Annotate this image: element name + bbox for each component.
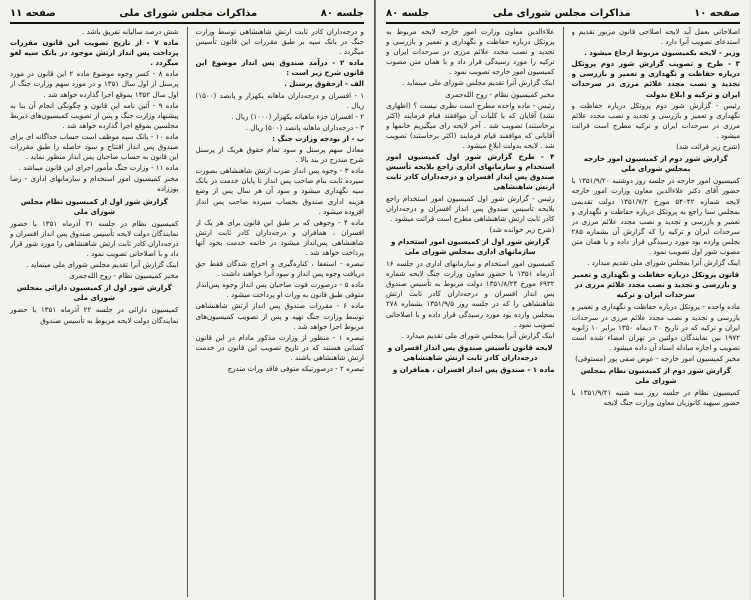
paragraph: اینک گزارش آنرا بمجلس شورای ملی تقدیم میدارد . [587, 258, 740, 268]
paragraph: مخبر کمیسیون امور استخدام و سازمانهای اداری - رضا پوززاده [10, 174, 179, 194]
paragraph: و درجه‌داران کادر ثابت ارتش شاهنشاهی توسط وزارت جنگ در بانک سپه بر طبق مقررات این قانون تأسیس میگردد . [195, 27, 364, 57]
paragraph: رئیس - ماده واحده مطرح است نظری نیست ؟ (اظهاری نشد) آقایان که با کلیات آن موافقند قیام فرمایند (اکثر برخاستند) تصویب شد . آخر لایحه رای میگیریم خانمها و آقایانی که موافقند قیام فرمایند (اکثر برخاستند) تصویب شد . لایحه بدولت ابلاغ میشود . [386, 100, 555, 151]
paragraph: ماده ۱۰ - بانک سپه موظف است حساب جداگانه ای برای صندوق پس انداز افتتاح و سود حاصله را طبق مقررات این قانون به حساب صاحبان پس انداز منظور نماید . [10, 131, 179, 162]
paragraph: تبصره - استعفا ، کناره‌گیری و اخراج شدگان فقط حق دریافت وجوه پس انداز و سود آنرا خواهند داشت . [195, 259, 364, 279]
paragraph: کمیسیون نظام در جلسه ۲۱ آذرماه ۱۳۵۱ با حضور نمایندگان دولت لایحه تأسیس صندوق پس انداز افسران و درجه‌داران کادر ثابت ارتش شاهنشاهی را مورد شور قرار داد و با اصلاحاتی تصویب نمود . [10, 218, 179, 258]
paragraph: ماده ۳ - وجوه پس انداز ضرب ارتش شاهنشاهی بصورت سپرده ثابت بنام صاحب پس انداز تا پایان خدمت در بانک سپه نگهداری میشود و سود آن هر سال پس از وضع هزینه اداری صندوق بحساب سپرده صاحب پس انداز افزوده میشود . [195, 166, 364, 216]
paragraph: علاءالدین معاون وزارت امور خارجه لایحه مربوط به پروتکل درباره حفاظت و نگهداری و تعمیر و بازرسی و تجدید و نصب مجدد علائم مرزی در سرحدات ایران و ترکیه را مورد رسیدگی قرار داد و با همان متن مصوب کمیسیون امور خارجه تصویب نمود . [386, 27, 555, 77]
paragraph: رئیس - گزارش شور دوم پروتکل درباره حفاظت و نگهداری و تعمیر و بازرسی و تجدید و نصب مجدد علائم مرزی در سرحدات ایران و ترکیه مطرح است قرائت میشود . [571, 100, 740, 140]
paragraph: اینک گزارش آنرا تقدیم مجلس شورای ملی مینماید . [402, 78, 555, 88]
paragraph: اینک گزارش آنرا بمجلس شورای ملی تقدیم میدارد . [401, 330, 555, 340]
paragraph: ماده ۴ - وجوهی که بر طبق این قانون برای هر یک از افسران ، همافران و درجه‌داران کادر ثابت ارتش شاهنشاهی پس‌انداز میشود در خاتمه خدمت بخود آنها پرداخت خواهد شد . [195, 217, 364, 257]
header-title: مذاکرات مجلس شورای ملی [492, 7, 631, 19]
paragraph: ماده ۲ - درآمد صندوق پس انداز موضوع این قانون شرح زیر است : [195, 58, 364, 78]
header-session: جلسه ۸۰ [320, 7, 364, 19]
left-page-right-column [196, 27, 365, 597]
column-divider [187, 27, 188, 597]
header-session: جلسه ۸۰ [386, 7, 430, 19]
paragraph: شش درصد سالیانه تفریق باشد . [82, 27, 179, 36]
paragraph: تبصره ۲ - درصورتیکه متوفی فاقد وراث مندرج [227, 364, 364, 373]
paragraph: مخبر کمیسیون نظام - روح الله‌جمری [445, 89, 555, 99]
page-header [10, 6, 364, 24]
section-heading: گزارش شور دوم از کمیسیون نظام بمجلس شورای ملی [580, 366, 731, 386]
header-page-number: صفحه ۱۰ [694, 7, 740, 19]
right-page-left-column [386, 27, 555, 597]
right-page-right-column [572, 27, 741, 597]
page-header [386, 6, 740, 24]
paragraph: ماده ۱۱ - وزارت جنگ مأمور اجرای این قانون میباشد . [18, 163, 179, 173]
paragraph: کمیسیون امور خارجه در جلسه روز دوشنبه ۱۳۵۱/۹/۲۰ با حضور آقای دکتر علاءالدین معاون وزارت امور خارجه لایحه شماره ۵۴۰۴۲ مورخ ۱۳۵۱/۷/۲ دولت تقدیمی بمجلس سنا راجع به پروتکل درباره حفاظت و نگهداری و تعمیر و بازرسی و تجدید و نصب مجدد علائم مرزی در سرحدات ایران و ترکیه را که گزارش آن بشماره ۲۸۵ بجلس وارده بود مورد رسیدگی قرار داده و با همان متن مصوب شور اول تصویب نمود . [571, 176, 740, 256]
header-page-number: صفحه ۱۱ [10, 7, 56, 19]
paragraph: ۳ - درجه‌داران ماهانه پانصد (۵۰۰) ریال . [245, 122, 364, 132]
paragraph: ماده ۷ - از تاریخ تصویب این قانون مقررات پرداخت پس انداز ارتش موجود در بانک سپه لغو میگردد . [10, 38, 179, 68]
paragraph: ماده ۵ - درصورت فوت صاحبان پس انداز وجوه پس‌انداز متوفی طبق قانون به وراث او پرداخت میشود . [195, 280, 364, 300]
paragraph: معادل سهم پرسنل و سود تمام حقوق هریک از پرسنل شرح مندرج در بند بالا . [195, 145, 364, 165]
paragraph: ۲ - افسران جزء ماهیانه یکهزار (۱۰۰۰) ریال . [231, 111, 364, 121]
left-page-left-column [10, 27, 179, 597]
paragraph: الف - ازحقوق پرسنل . [284, 79, 364, 89]
paragraph: تبصره ۱ - منظور از وزارت مذکور مادام در این قانون کسانی هستند که در تاریخ تصویب این قانون در خدمت ارتش شاهنشاهی باشند . [195, 332, 364, 362]
paragraph: (شرح زیر خوانده شد) [489, 224, 555, 234]
section-heading: گزارش شور اول از کمیسیون نظام مجلس شورای ملی [20, 196, 168, 216]
paragraph: اصلاحاتی بعمل آید لایحه اصلاحی قانون مزبور تقدیم و استدعای تصویب آنرا دارد . [571, 27, 740, 47]
section-heading: قانون پروتکل درباره حفاظت و نگهداری و تعمیر و بازرسی و تجدید و نصب مجدد علائم مرزی در سرحدات ایران و ترکیه [572, 270, 740, 300]
paragraph: کمیسیون دارائی در جلسه ۲۲ آذرماه ۱۳۵۱ با حضور نمایندگان دولت لایحه مربوط به تأسیس صندوق [10, 305, 179, 325]
paragraph: ماده واحده - پروتکل درباره حفاظت و نگهداری و تعمیر و بازرسی و تجدید و نصب مجدد علائم مرزی در سرحدات ایران و ترکیه که در تاریخ ۲۰ دیماه ۱۳۵۰ برابر ۱۰ ژانویه ۱۹۷۲ بین نمایندگان دولتین در تهران امضاء شده است تصویب و اجازه مبادله اسناد آن داده میشود . [571, 302, 740, 352]
paragraph: کمیسیون نظام در جلسه روز سه شنبه ۱۳۵۱/۹/۲۱ با حضور سپهبد کاتوزیان معاون وزارت جنگ لایحه [571, 388, 740, 408]
section-heading: گزارش شور دوم از کمیسیون امور خارجه بمجلس شورای ملی [583, 154, 728, 174]
paragraph: (شرح زیر قرائت شد) [676, 142, 740, 152]
paragraph: ۳ - طرح و تصویب گزارش شور دوم پروتکل درباره حفاظت و نگهداری و تعمیر و بازرسی و تجدید و نصب مجدد علائم مرزی در سرحدات ایران و ترکیه و ابلاغ بدولت [571, 59, 740, 99]
section-heading: لایحه قانون تأسیس صندوق پس انداز افسران و درجه‌داران کادر ثابت ارتش شاهنشاهی [387, 342, 553, 362]
paragraph: کمیسیون امور استخدام و سازمانهای اداری در جلسه ۱۶ آذرماه ۱۳۵۱ با حضور معاون وزارت جنگ لایحه شماره ۶۹۳۲ مورخ ۱۳۵۱/۸/۲۴ دولت مربوط به تأسیس صندوق پس انداز افسران و درجه‌داران کادر ثابت ارتش شاهنشاهی را که در جلسه روز ۱۳۵۱/۹/۵ بشماره ۲۷۸ بمجلس وارده بود مورد رسیدگی قرار داده و با اصلاحاتی تصویب نمود . [386, 259, 555, 329]
page-left [0, 0, 375, 600]
section-heading: گزارش شور اول از کمیسیون امور استخدام و سازمانهای اداری بمجلس شورای ملی [391, 236, 550, 256]
paragraph: مخبر کمیسیون نظام - روح الله‌جمری [69, 271, 179, 281]
page-right [375, 0, 750, 600]
column-divider [563, 27, 564, 597]
paragraph: مخبر کمیسیون امور خارجه - عوض صفی پور (مستوفی) [575, 353, 740, 363]
section-heading: گزارش شور اول از کمیسیون دارائی بمجلس شورای ملی [16, 283, 172, 303]
paragraph: ماده ۸ - کسر وجوه موضوع ماده ۲ این قانون در مورد پرسنل از اول سال ۱۳۵۱ و در مورد سهم وزارت جنگ از اول سال ۱۳۵۲ بموقع اجرا گذارده خواهد شد . [10, 69, 179, 99]
paragraph: ۱ - افسران و درجه‌داران ماهانه یکهزار و پانصد (۱۵۰۰) ریال . [195, 90, 364, 110]
paragraph: ماده ۹ - آئین نامه این قانون و چگونگی انجام آن بنا به پیشنهاد وزارت جنگ و پس از تصویب کمیسیون‌های ذیربط مجلسین بموقع اجرا گذارده خواهد شد . [10, 100, 179, 130]
paragraph: ماده ۶ - مقررات صندوق پس انداز ارتش شاهنشاهی توسط وزارت جنگ تهیه و پس از تصویب کمیسیون‌های مربوط اجرا خواهد شد . [195, 301, 364, 331]
paragraph: ب - از بودجه وزارت جنگ : [272, 133, 364, 143]
paragraph: رئیس - گزارش شور اول کمیسیون امور استخدام راجع بلایحه تأسیس صندوق پس انداز افسران و درجه‌داران کادر ثابت ارتش شاهنشاهی مطرح است قرائت میشود . [386, 193, 555, 223]
paragraph: وزیر - لایحه بکمیسیون مربوط ارجاع میشود . [584, 48, 740, 58]
header-title: مذاکرات مجلس شورای ملی [119, 7, 258, 19]
paragraph: ۴ - طرح گزارش شور اول کمیسیون امور استخدام و سازمانهای اداری راجع بلایحه تأسیس صندوق پس انداز افسران و درجه‌داران کادر ثابت ارتش شاهنشاهی [386, 152, 555, 192]
paragraph: اینک گزارش آنرا تقدیم مجلس شورای ملی مینماید . [26, 260, 179, 270]
paragraph: ماده ۱ - صندوق پس انداز افسران ، همافران و [392, 365, 555, 374]
